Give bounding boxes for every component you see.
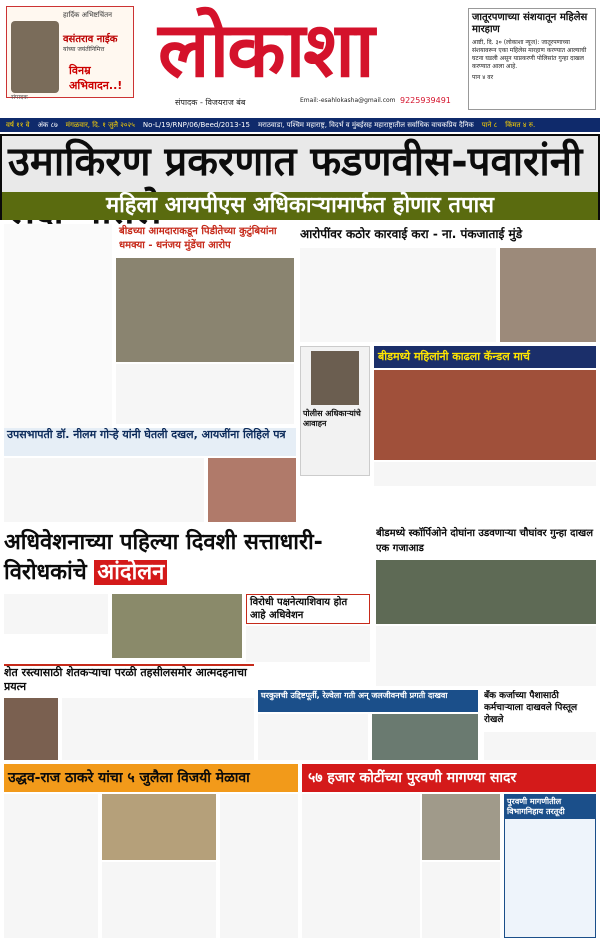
aropi-body xyxy=(300,248,496,342)
top-story-body: आष्टी, दि. ३० (लोकाशा न्यूज): जातूरपणाच्या संशयावरून एका महिलेस मारहाण करण्यात आल्याची घटना घडली असून याप्रकरणी पोलिसांत गुन्हा दाखल करण्यात आला आहे. xyxy=(472,39,587,70)
thackeray-photo xyxy=(102,794,216,860)
advertisement-left xyxy=(6,6,134,101)
supplementary-box-title: पुरवणी मागणीतील विभागनिहाय तरतूदी xyxy=(505,795,595,819)
thackeray-body-3 xyxy=(220,794,298,938)
water-story xyxy=(258,690,478,712)
supplementary-headline: ५७ हजार कोटींच्या पुरवणी मागण्या सादर xyxy=(308,770,517,786)
ad-tagline: हार्दिक अभिष्टचिंतन xyxy=(63,11,112,19)
strip-pages: पाने ८ xyxy=(481,120,498,129)
candle-march-photo xyxy=(374,370,596,460)
farm-road-story xyxy=(4,664,254,694)
candle-march-story xyxy=(374,346,596,368)
thackeray-story xyxy=(4,764,298,792)
ad-portrait xyxy=(11,21,59,93)
phone-text: 9225939491 xyxy=(400,96,451,105)
info-strip xyxy=(0,118,600,132)
beed-mla-body xyxy=(116,364,294,424)
pistol-story xyxy=(484,690,596,730)
editor-line: संपादक - विजयराज बंब xyxy=(175,98,246,107)
farm-road-headline: शेत रस्त्यासाठी शेतकऱ्याचा परळी तहसीलसमोर आत्मदहनाचा प्रयत्न xyxy=(4,666,247,693)
beed-mla-story xyxy=(116,224,294,254)
session-headline: अधिवेशनाच्या पहिल्या दिवशी सत्ताधारी- विरोधकांचे xyxy=(4,530,323,585)
session-highlight: आंदोलन xyxy=(94,560,167,585)
strip-date: मंगळवार, दि. १ जुलै २०२५ xyxy=(65,120,135,129)
water-photo xyxy=(372,714,478,760)
thackeray-headline: उद्धव-राज ठाकरे यांचा ५ जुलैला विजयी मेळावा xyxy=(8,770,250,786)
top-story-box xyxy=(468,8,596,110)
candle-march-body xyxy=(374,462,596,486)
bike-headline: बीडमध्ये स्कॉर्पिओने दोघांना उडवणाऱ्या चौघांवर गुन्हा दाखल एक गजाआड xyxy=(376,528,593,554)
ad-name: वसंतराव नाईक xyxy=(63,34,118,45)
opposition-body xyxy=(246,626,370,662)
strip-year: वर्ष ११ वे xyxy=(6,120,30,129)
police-officer-photo xyxy=(311,351,359,405)
ad-greeting: विनम्र अभिवादन..! xyxy=(69,64,123,92)
session-photo xyxy=(112,594,242,658)
supplementary-story xyxy=(302,764,596,792)
lead-body-column xyxy=(4,224,112,430)
supplementary-box xyxy=(504,794,596,938)
lead-story xyxy=(0,134,600,220)
opposition-story xyxy=(246,594,370,624)
gorhe-story xyxy=(4,428,296,456)
farm-road-photo xyxy=(4,698,58,760)
opposition-headline: विरोधी पक्षनेत्याशिवाय होत आहे अधिवेशन xyxy=(250,597,348,621)
strip-price: किंमत ४ रु. xyxy=(505,120,536,129)
candle-march-headline: बीडमध्ये महिलांनी काढला कॅन्डल मार्च xyxy=(378,350,530,363)
farm-road-body xyxy=(62,698,254,760)
newspaper-logo: लोकाशा xyxy=(158,5,373,94)
bike-body xyxy=(376,626,596,686)
pistol-headline: बँक कर्जाच्या पैशासाठी कर्मचाऱ्याला दाखवले पिस्तूल रोखले xyxy=(484,691,578,725)
police-box xyxy=(300,346,370,476)
vidhan-bhavan-photo xyxy=(422,794,500,860)
meeting-photo xyxy=(116,258,294,362)
strip-reg: No-L/19/RNP/06/Beed/2013-15 xyxy=(142,121,250,129)
ad-sub: यांच्या जयंतीनिमित्त xyxy=(63,46,105,53)
water-body xyxy=(258,714,368,760)
lead-subhead: महिला आयपीएस अधिकाऱ्यामार्फत होणार तपास xyxy=(2,192,598,220)
lead-headline: उमाकिरण प्रकरणात फडणवीस-पवारांनी xyxy=(8,139,583,185)
strip-desc: मराठवाडा, पश्चिम महाराष्ट्र, विदर्भ व मुंबईसह महाराष्ट्रातील सर्वाधिक वाचकप्रिय दैनिक xyxy=(257,120,474,129)
bike-story xyxy=(376,526,596,558)
thackeray-body-2 xyxy=(102,862,216,938)
beed-mla-headline: बीडच्या आमदाराकडून पिडीतेच्या कुटुंबियांना धमक्या - धनंजय मुंडेंचा आरोप xyxy=(119,226,277,251)
bike-photo xyxy=(376,560,596,624)
gorhe-headline: उपसभापती डॉ. नीलम गोऱ्हे यांनी घेतली दखल, आयजींना लिहिले पत्र xyxy=(7,428,286,441)
minister-photo xyxy=(500,248,596,342)
thackeray-body-1 xyxy=(4,794,98,938)
ad-footer: संपादक xyxy=(11,94,28,101)
water-headline: घरकुलची उद्दिष्टपूर्ती, रेल्वेला गती अन् जलजीवनची प्रगती दाखवा xyxy=(261,691,448,700)
session-body xyxy=(4,594,108,634)
page-bottom xyxy=(0,942,600,947)
session-story xyxy=(4,528,368,590)
aropi-headline: आरोपींवर कठोर कारवाई करा - ना. पंकजाताई मुंडे xyxy=(300,227,523,241)
top-story-headline: जातूरपणाच्या संशयातून महिलेस मारहाण xyxy=(472,12,588,35)
masthead xyxy=(0,0,600,118)
email-text: Email:-esahlokasha@gmail.com xyxy=(300,97,396,104)
strip-issue: अंक ८७ xyxy=(37,120,58,129)
supplementary-body xyxy=(302,794,420,938)
gorhe-body xyxy=(4,458,204,522)
supplementary-body-2 xyxy=(422,862,500,938)
top-story-more: पान ४ वर xyxy=(472,74,494,81)
pistol-body xyxy=(484,732,596,760)
aropi-story xyxy=(300,224,596,244)
gorhe-photo xyxy=(208,458,296,522)
police-caption: पोलीस अधिकाऱ्यांचे आवाहन xyxy=(303,409,361,428)
